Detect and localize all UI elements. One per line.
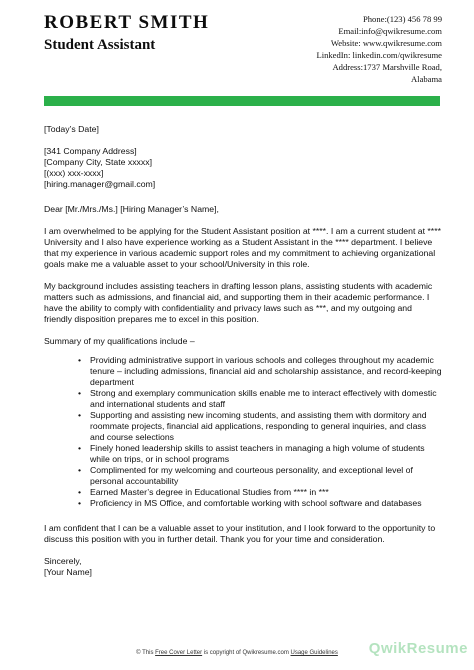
list-item: • Earned Master’s degree in Educational Studies from **** in *** bbox=[78, 487, 442, 498]
letter-body bbox=[44, 124, 442, 578]
contact-linkedin: LinkedIn: linkedin.com/qwikresume bbox=[316, 50, 442, 60]
contact-email: Email:info@qwikresume.com bbox=[338, 26, 442, 36]
letter-date: [Today’s Date] bbox=[44, 124, 99, 134]
contact-phone: Phone:(123) 456 78 99 bbox=[362, 14, 442, 24]
list-item: • Supporting and assisting new incoming students, and assisting them with dormitory and roommate projects, financial aid applications, responding to general inquiries, and class and course selections bbox=[78, 410, 442, 443]
list-item: • Finely honed leadership skills to assist teachers in managing a high volume of students while on trips, or in school programs bbox=[78, 443, 442, 465]
contact-website: Website: www.qwikresume.com bbox=[330, 38, 442, 48]
paragraph-background: My background includes assisting teachers in drafting lesson plans, assisting students with academic matters such as admissions, and financial aid, and supporting them in their academic performance. I have the ability to comply with confidentiality and privacy laws such as ***, and my outgoing and friendly disposition prepares me to excel in this position. bbox=[44, 281, 433, 324]
free-cover-letter-link[interactable]: Free Cover Letter bbox=[155, 650, 203, 656]
header-divider-bar bbox=[44, 96, 440, 106]
list-item: • Proficiency in MS Office, and comfortable working with school software and databases bbox=[78, 498, 442, 509]
applicant-role: Student Assistant bbox=[44, 37, 156, 53]
contact-address-line1: Address:1737 Marshville Road, bbox=[332, 62, 442, 72]
applicant-name: ROBERT SMITH bbox=[44, 12, 210, 33]
list-item: • Complimented for my welcoming and courteous personality, and exceptional level of personal accountability bbox=[78, 465, 442, 487]
contact-address-line2: Alabama bbox=[410, 74, 442, 84]
summary-intro: Summary of my qualifications include – bbox=[44, 336, 195, 346]
footer-middle: is copyright of Qwikresume.com bbox=[202, 650, 291, 656]
qwikresume-watermark: QwikResume bbox=[368, 640, 468, 657]
signoff: Sincerely, bbox=[44, 556, 82, 566]
qualifications-list bbox=[78, 355, 442, 509]
salutation: Dear [Mr./Mrs./Ms.] [Hiring Manager’s Name], bbox=[44, 204, 219, 214]
paragraph-intro: I am overwhelmed to be applying for the Student Assistant position at ****. I am a current student at **** University and I also have experience working as a Student Assistant in the **** department. I believe that my experience in various academic support roles and my commitment to achieving organizational goals make me a valuable asset to your school/University in this role. bbox=[44, 226, 441, 269]
recipient-line: [Company City, State xxxxx] bbox=[44, 157, 152, 167]
contact-block bbox=[222, 13, 442, 85]
signature-name: [Your Name] bbox=[44, 567, 92, 577]
recipient-line: [(xxx) xxx-xxxx] bbox=[44, 168, 104, 178]
list-item: • Strong and exemplary communication skills enable me to interact effectively with domestic and international students and staff bbox=[78, 388, 442, 410]
recipient-line: [hiring.manager@gmail.com] bbox=[44, 179, 156, 189]
usage-guidelines-link[interactable]: Usage Guidelines bbox=[290, 650, 338, 656]
closing-paragraph: I am confident that I can be a valuable asset to your institution, and I look forward to the opportunity to discuss this position with you in further detail. Thank you for your time and consideration. bbox=[44, 523, 436, 544]
list-item: • Providing administrative support in various schools and colleges throughout my academic tenure – including admissions, financial aid and scholarship assistance, and record-keeping department bbox=[78, 355, 442, 388]
recipient-line: [341 Company Address] bbox=[44, 146, 137, 156]
footer-prefix: © This bbox=[136, 650, 156, 656]
